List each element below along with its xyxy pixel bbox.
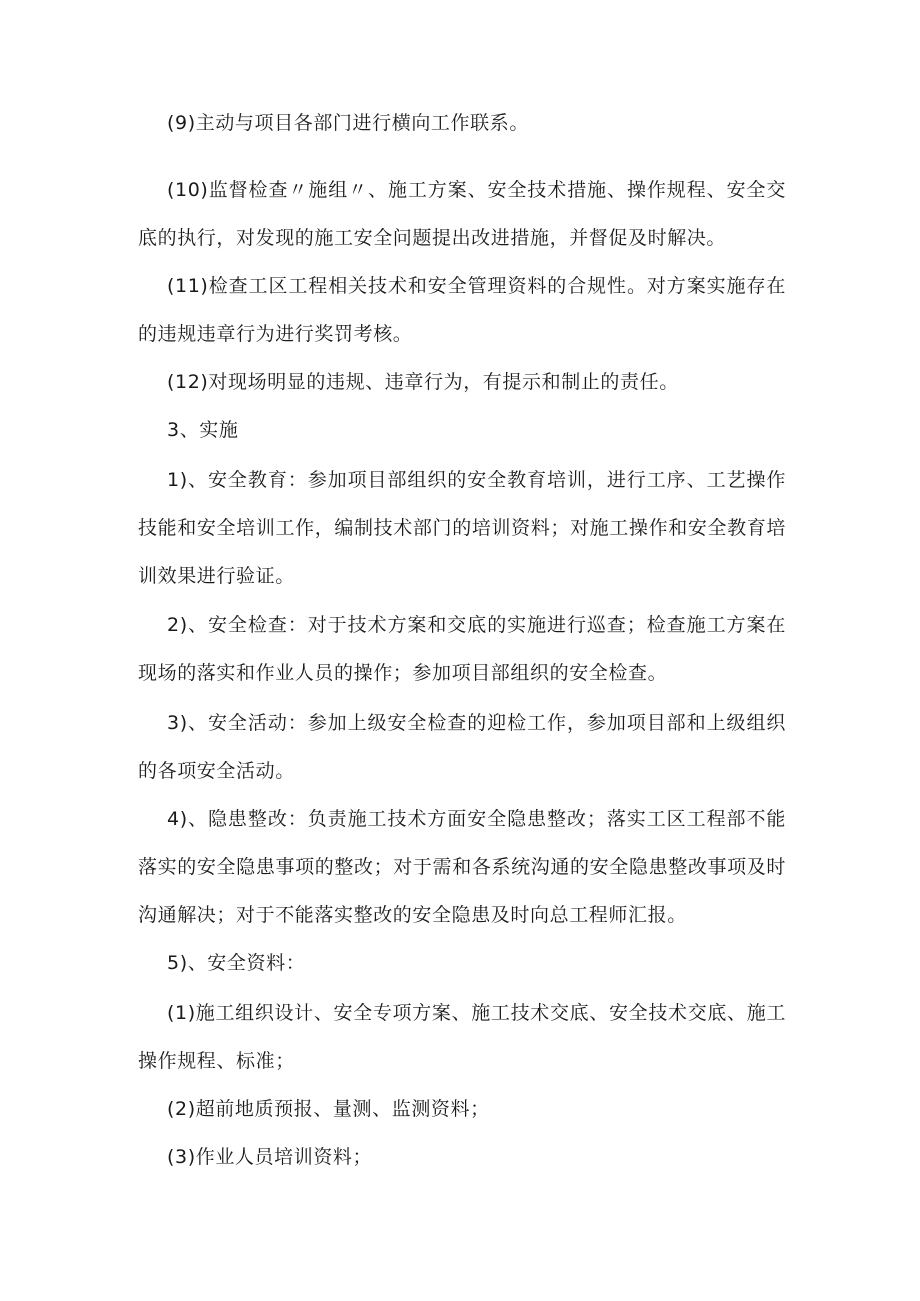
- paragraph-item-11: (11)检查工区工程相关技术和安全管理资料的合规性。对方案实施存在的违规违章行为进行奖罚考核。: [138, 275, 786, 345]
- paragraph-records-3: (3)作业人员培训资料；: [167, 1146, 373, 1168]
- paragraph-item-9: (9)主动与项目各部门进行横向工作联系。: [167, 112, 529, 134]
- paragraph-safety-records: 5)、安全资料：: [167, 952, 306, 974]
- paragraph-item-12: (12)对现场明显的违规、违章行为，有提示和制止的责任。: [167, 371, 679, 393]
- paragraph-item-10: (10)监督检查〃施组〃、施工方案、安全技术措施、操作规程、安全交底的执行，对发现的施工安全问题提出改进措施，并督促及时解决。: [138, 179, 786, 249]
- paragraph-safety-education: 1)、安全教育：参加项目部组织的安全教育培训，进行工序、工艺操作技能和安全培训工作，编制技术部门的培训资料；对施工操作和安全教育培训效果进行验证。: [138, 469, 786, 587]
- paragraph-hazard-rectification: 4)、隐患整改：负责施工技术方面安全隐患整改；落实工区工程部不能落实的安全隐患事项的整改；对于需和各系统沟通的安全隐患整改事项及时沟通解决；对于不能落实整改的安全隐患及时向总工程师汇报。: [138, 808, 786, 926]
- paragraph-records-2: (2)超前地质预报、量测、监测资料；: [167, 1098, 490, 1120]
- paragraph-records-1: (1)施工组织设计、安全专项方案、施工技术交底、安全技术交底、施工操作规程、标准；: [138, 1002, 786, 1072]
- paragraph-safety-activity: 3)、安全活动：参加上级安全检查的迎检工作，参加项目部和上级组织的各项安全活动。: [138, 712, 786, 782]
- paragraph-safety-inspection: 2)、安全检查：对于技术方案和交底的实施进行巡查；检查施工方案在现场的落实和作业人员的操作；参加项目部组织的安全检查。: [138, 614, 786, 684]
- section-heading-3: 3、实施: [167, 419, 239, 441]
